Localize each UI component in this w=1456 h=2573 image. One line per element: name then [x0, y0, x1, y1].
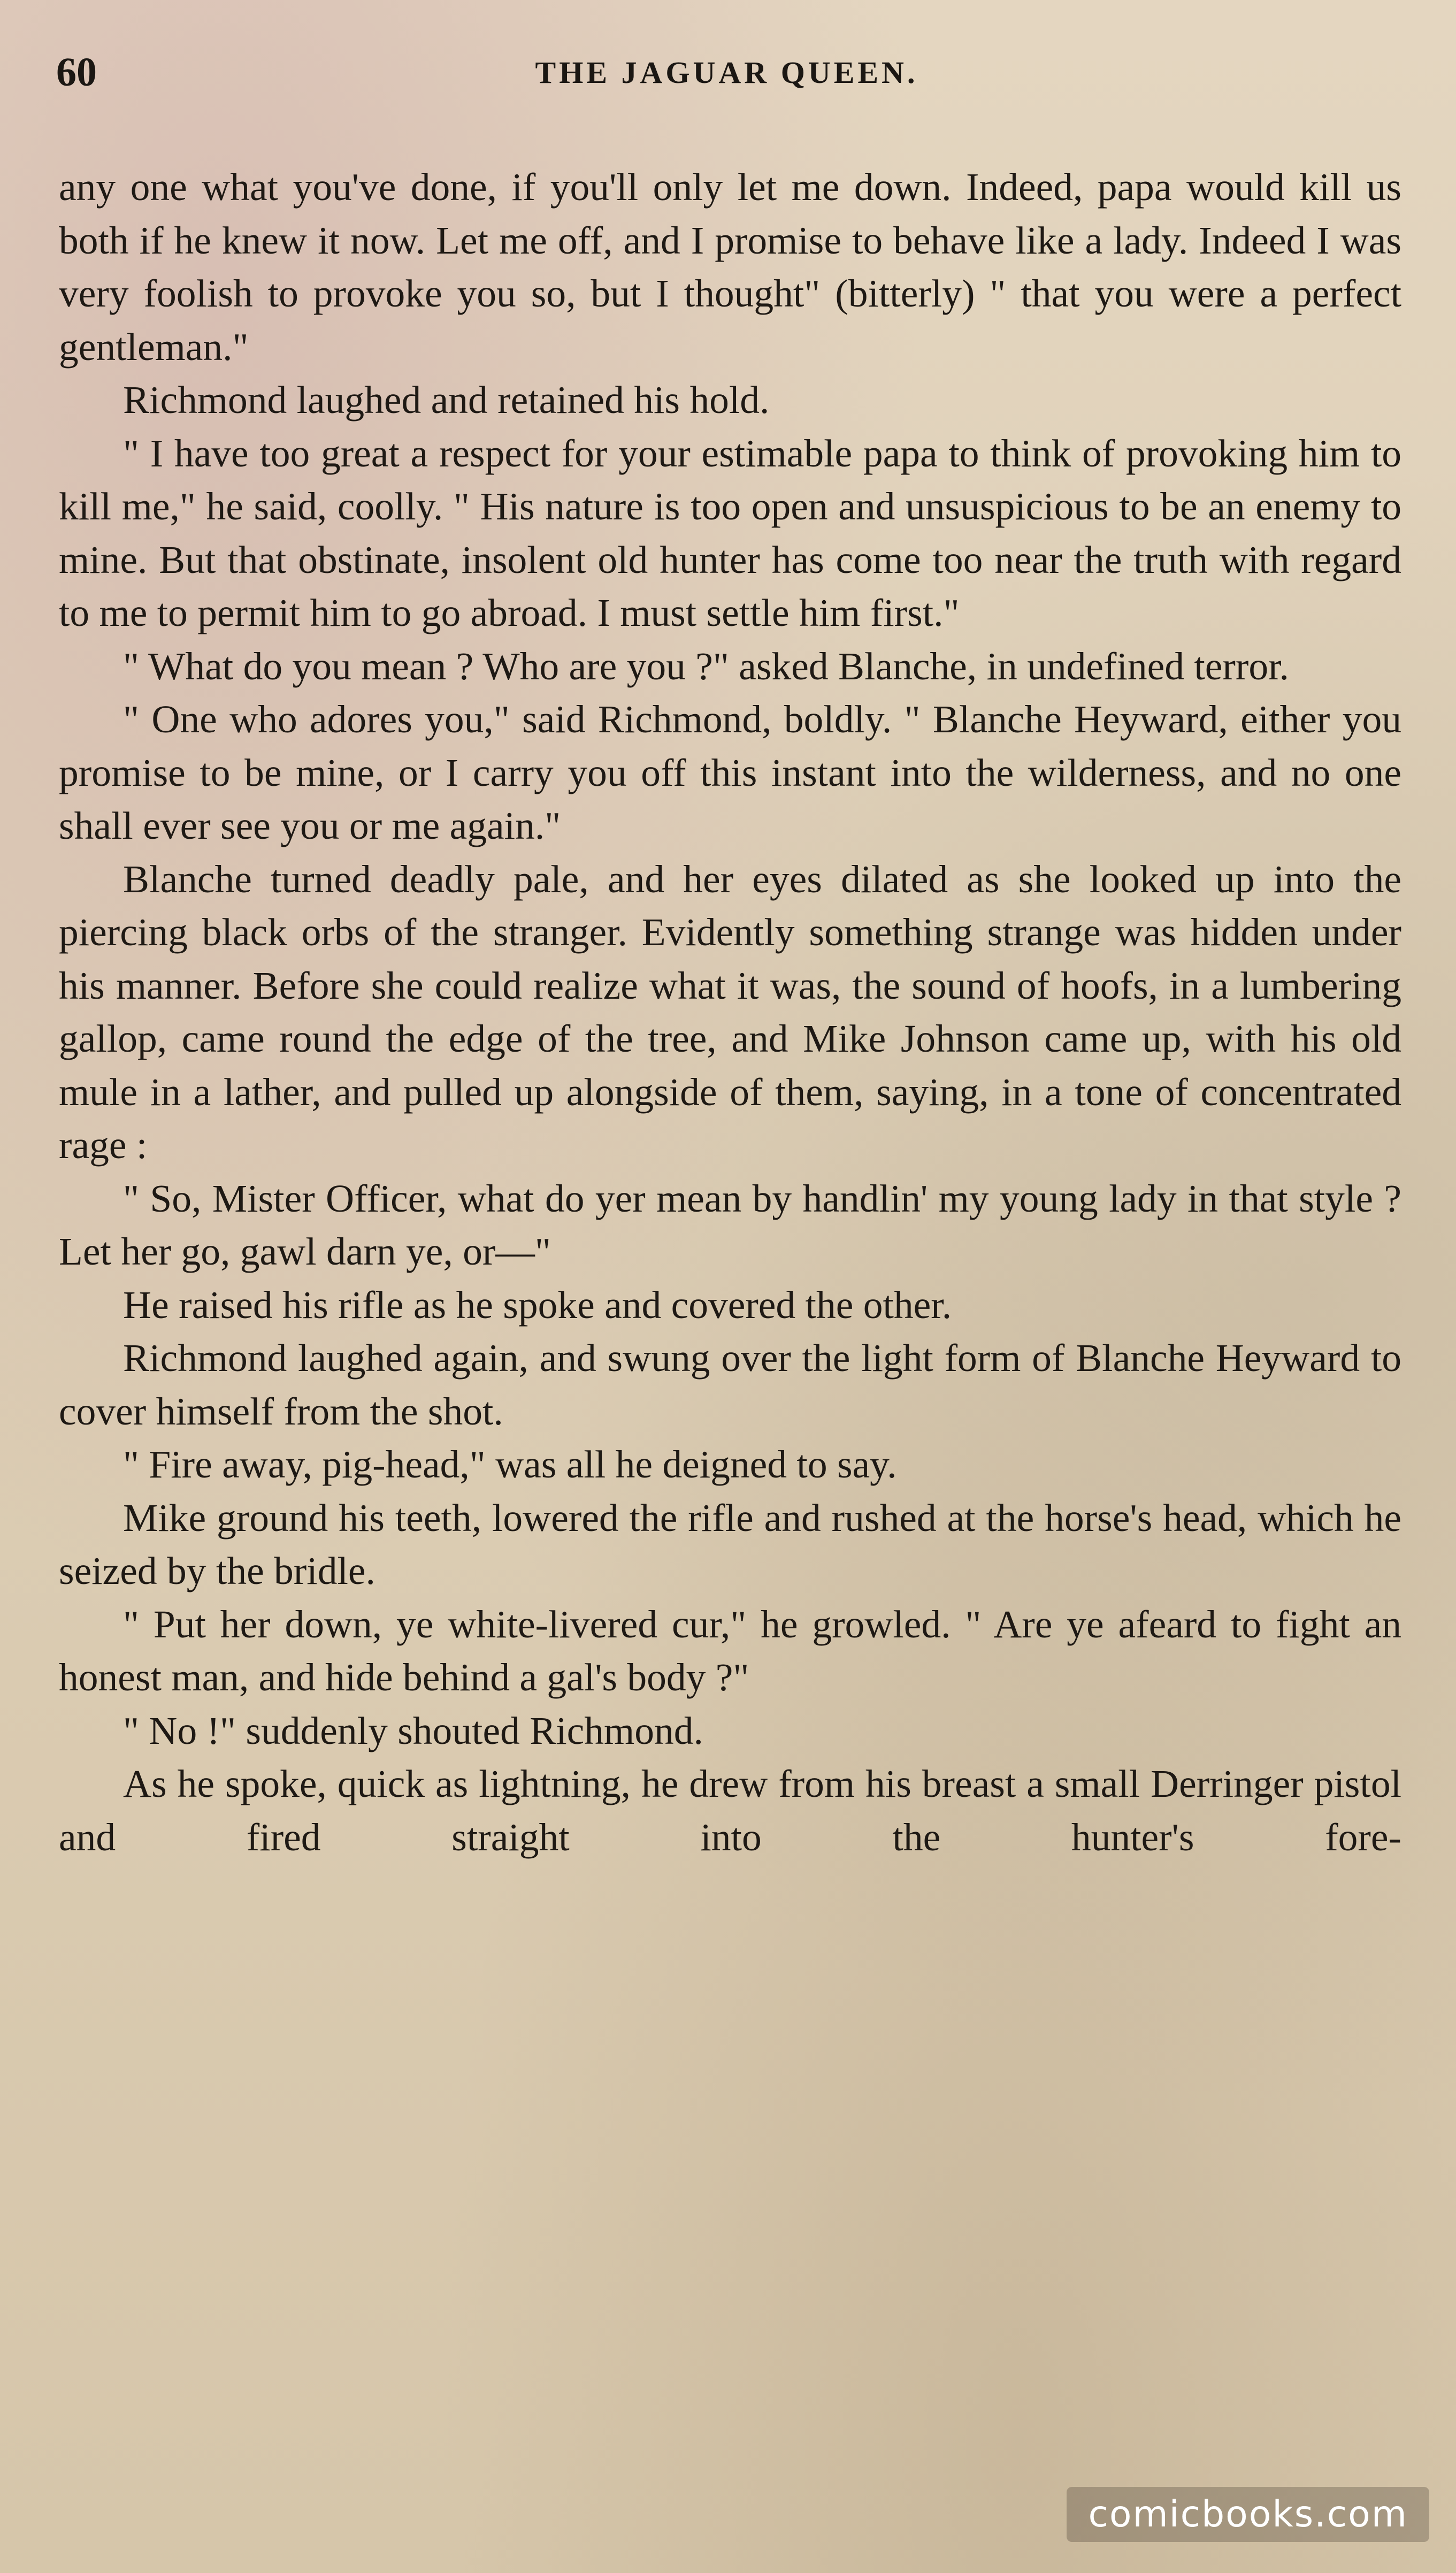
body-text — [59, 160, 1401, 1864]
paragraph: " No !" suddenly shouted Richmond. — [123, 1709, 703, 1752]
paragraph-continues: As he spoke, quick as lightning, he drew from his breast a small Derringer pistol and fired straight into the hunter's fore- — [59, 1762, 1401, 1859]
running-title: THE JAGUAR QUEEN. — [535, 55, 918, 90]
watermark-logo: comicbooks.com — [1067, 2487, 1429, 2542]
paragraph: " I have too great a respect for your estimable papa to think of provoking him to kill me," he said, coolly. " His nature is too open and unsuspicious to be an enemy to mine. But that obstinate, insolent old hunter has come too near the truth with regard to me to permit him to go abroad. I must settle him first." — [59, 431, 1401, 634]
paragraph: " So, Mister Officer, what do yer mean by handlin' my young lady in that style ? Let her go, gawl darn ye, or—" — [59, 1176, 1401, 1273]
paragraph: " What do you mean ? Who are you ?" asked Blanche, in undefined terror. — [123, 644, 1289, 688]
paragraph: Richmond laughed again, and swung over the light form of Blanche Heyward to cover himself from the shot. — [59, 1336, 1401, 1433]
paragraph: Mike ground his teeth, lowered the rifle and rushed at the horse's head, which he seized by the bridle. — [59, 1496, 1401, 1592]
paragraph: " One who adores you," said Richmond, boldly. " Blanche Heyward, either you promise to be mine, or I carry you off this instant into the wilderness, and no one shall ever see you or me again." — [59, 698, 1401, 847]
paragraph: Richmond laughed and retained his hold. — [123, 378, 770, 422]
paragraph-continuation: any one what you've done, if you'll only let me down. Indeed, papa would kill us both if he knew it now. Let me off, and I promise to behave like a lady. Indeed I was very foolish to provoke you so, but I thought" (bitterly) " that you were a perfect gentleman." — [59, 165, 1401, 369]
paragraph: " Fire away, pig-head," was all he deigned to say. — [123, 1443, 897, 1486]
page-number: 60 — [56, 50, 97, 95]
paragraph: Blanche turned deadly pale, and her eyes dilated as she looked up into the piercing black orbs of the stranger. Evidently something strange was hidden under his manner. Before she could realize what it was, the sound of hoofs, in a lumbering gallop, came round the edge of the tree, and Mike Johnson came up, with his old mule in a lather, and pulled up alongside of them, saying, in a tone of concentrated rage : — [59, 857, 1401, 1167]
paragraph: He raised his rifle as he spoke and covered the other. — [123, 1283, 952, 1327]
page-header — [56, 49, 1397, 97]
paragraph: " Put her down, ye white-livered cur," he growled. " Are ye afeard to fight an honest man, and hide behind a gal's body ?" — [59, 1602, 1401, 1699]
